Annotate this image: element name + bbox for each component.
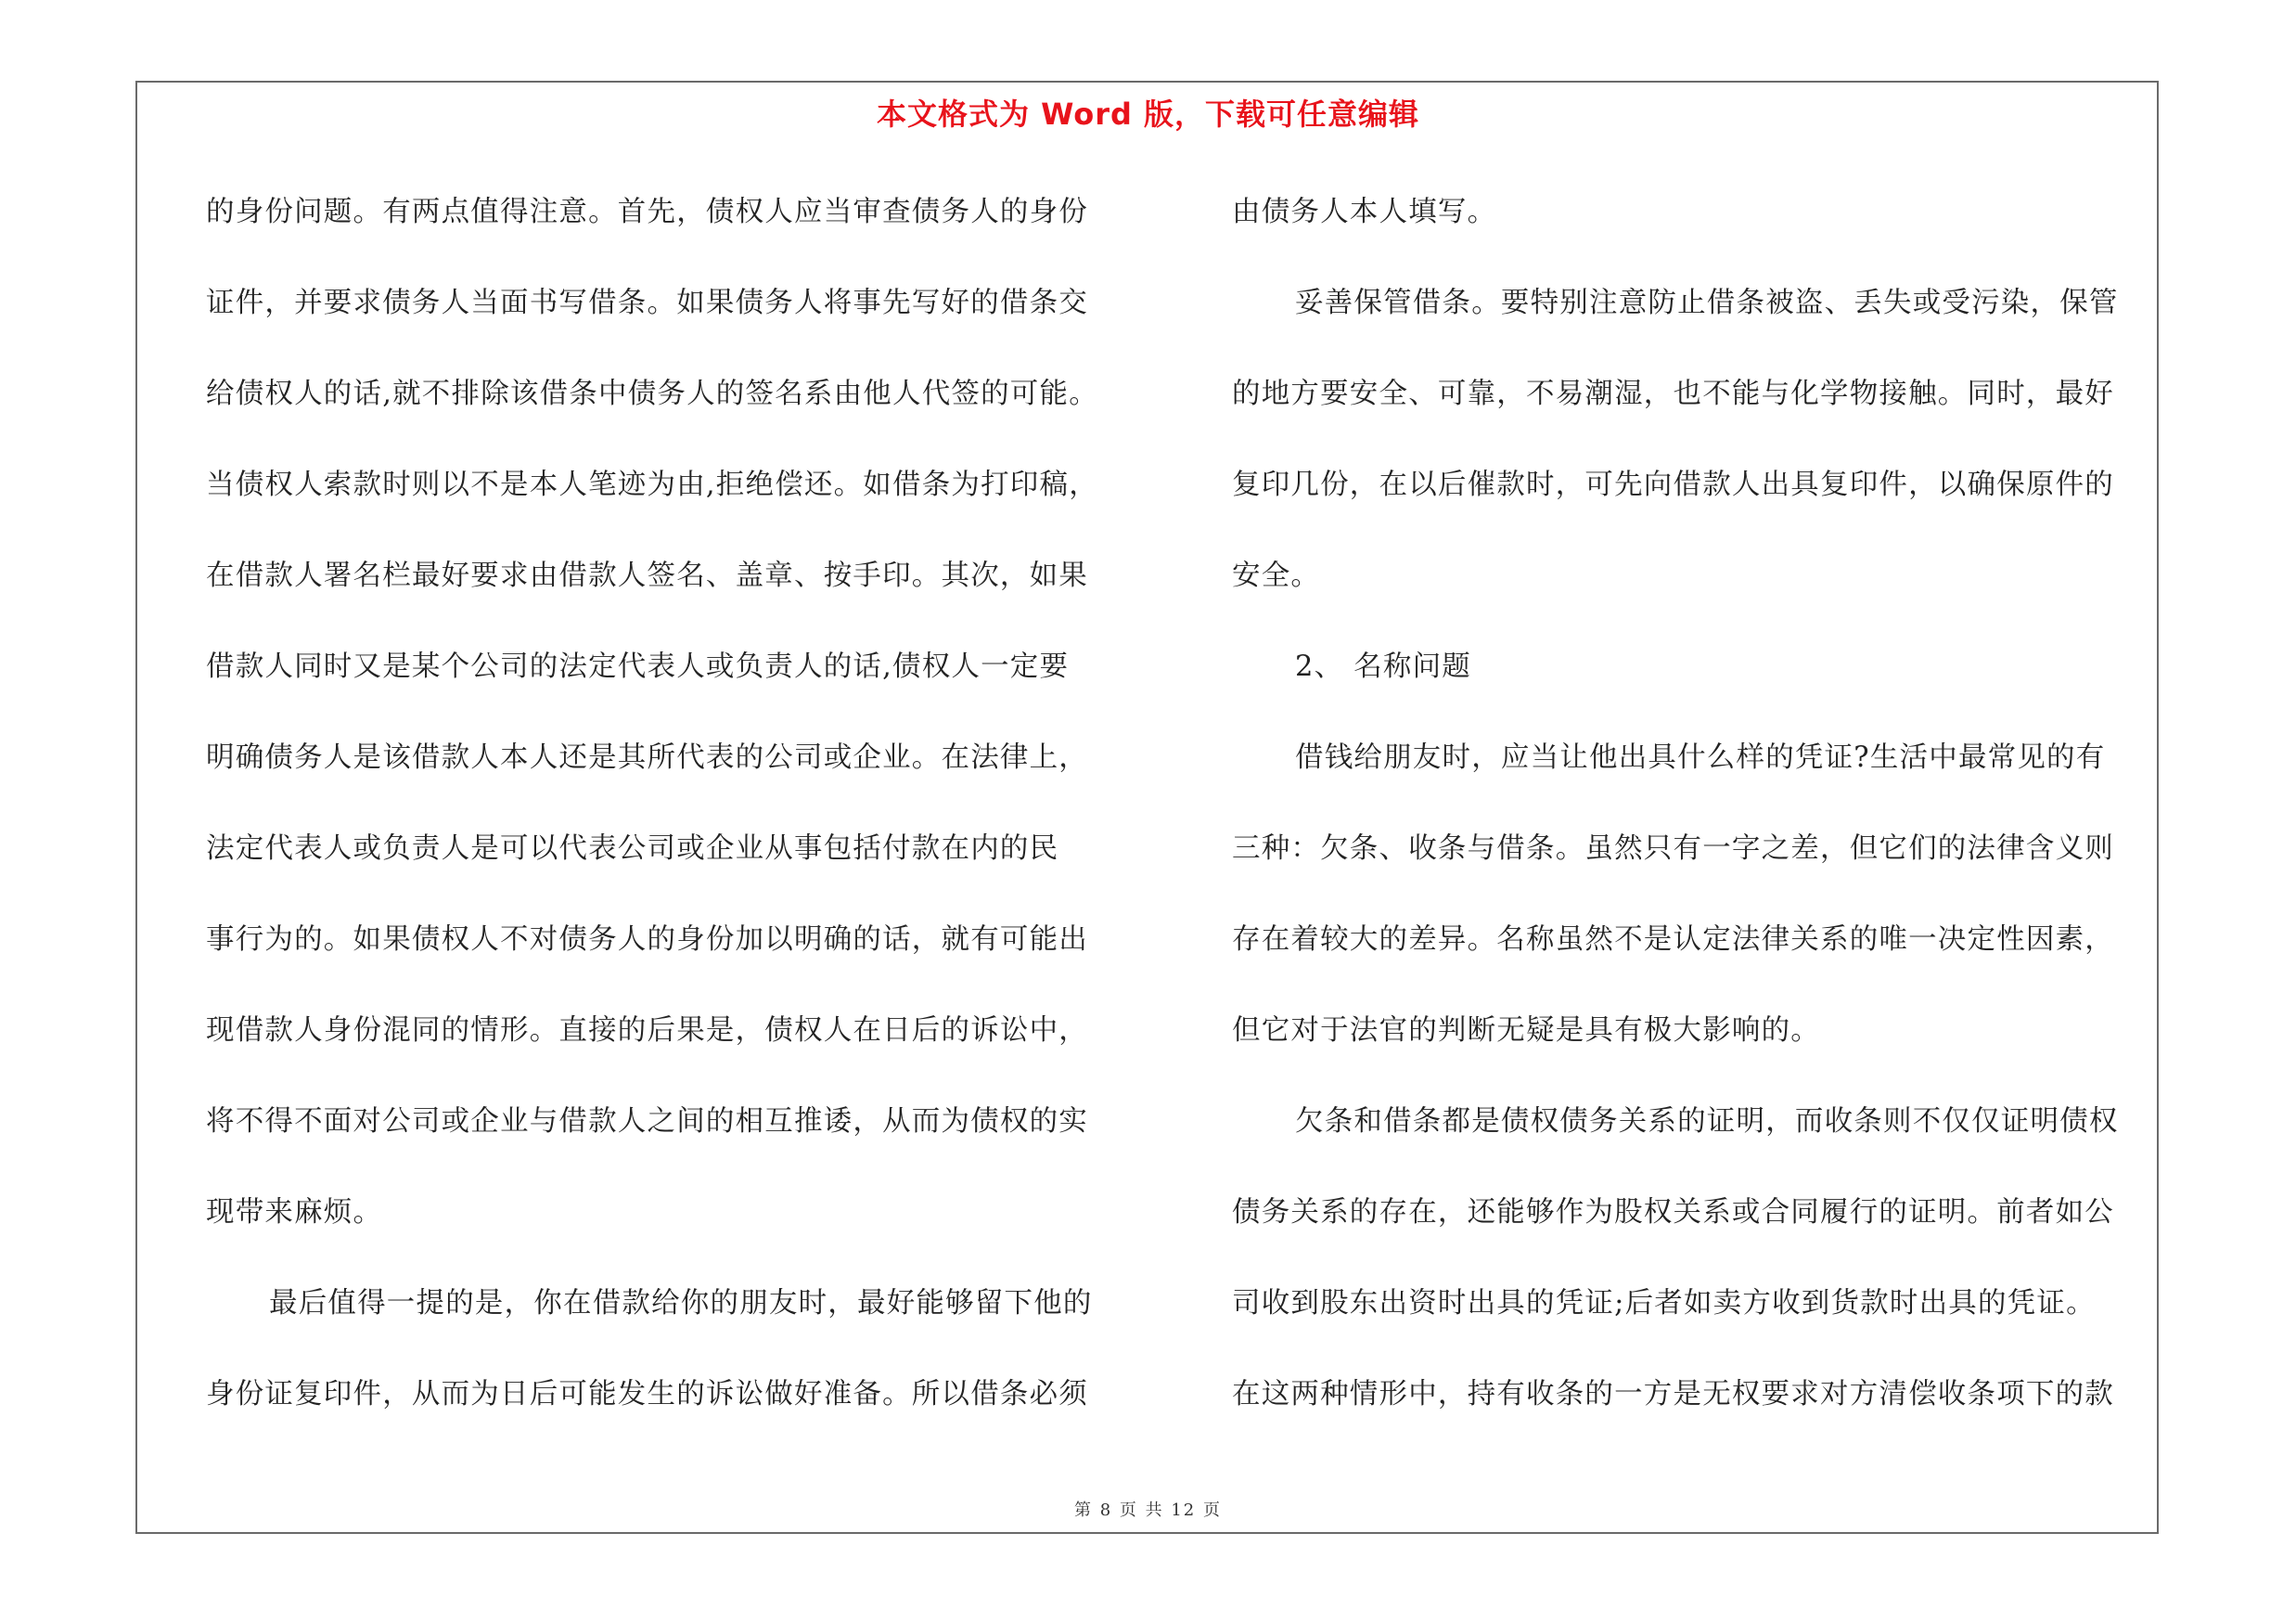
text-line: 三种：欠条、收条与借条。虽然只有一字之差，但它们的法律含义则 (1232, 832, 2114, 865)
text-line: 最后值得一提的是，你在借款给你的朋友时，最好能够留下他的 (269, 1287, 1093, 1320)
text-line: 存在着较大的差异。名称虽然不是认定法律关系的唯一决定性因素， (1232, 923, 2114, 956)
text-line: 明确债务人是该借款人本人还是其所代表的公司或企业。在法律上， (206, 741, 1088, 774)
right-column (1232, 185, 2160, 1458)
text-line: 身份证复印件，从而为日后可能发生的诉讼做好准备。所以借条必须 (206, 1378, 1088, 1410)
text-line: 司收到股东出资时出具的凭证;后者如卖方收到货款时出具的凭证。 (1232, 1287, 2096, 1320)
text-line: 由债务人本人填写。 (1232, 196, 1497, 228)
text-line: 债务关系的存在，还能够作为股权关系或合同履行的证明。前者如公 (1232, 1196, 2114, 1229)
text-line: 当债权人索款时则以不是本人笔迹为由,拒绝偿还。如借条为打印稿， (206, 469, 1098, 501)
text-line: 借款人同时又是某个公司的法定代表人或负责人的话,债权人一定要 (206, 650, 1070, 683)
format-banner: 本文格式为 Word 版，下载可任意编辑 (876, 97, 1420, 132)
text-line: 事行为的。如果债权人不对债务人的身份加以明确的话，就有可能出 (206, 923, 1088, 956)
text-line: 欠条和借条都是债权债务关系的证明，而收条则不仅仅证明债权 (1295, 1105, 2119, 1138)
text-line: 将不得不面对公司或企业与借款人之间的相互推诿，从而为债权的实 (206, 1105, 1088, 1138)
text-line: 法定代表人或负责人是可以代表公司或企业从事包括付款在内的民 (206, 832, 1059, 865)
text-line: 现带来麻烦。 (206, 1196, 383, 1229)
text-line: 在这两种情形中，持有收条的一方是无权要求对方清偿收条项下的款 (1232, 1378, 2114, 1410)
text-line: 的身份问题。有两点值得注意。首先，债权人应当审查债务人的身份 (206, 196, 1088, 228)
section-heading: 2、 名称问题 (1295, 650, 1471, 683)
text-line: 借钱给朋友时，应当让他出具什么样的凭证?生活中最常见的有 (1295, 741, 2106, 774)
text-line: 但它对于法官的判断无疑是具有极大影响的。 (1232, 1014, 1820, 1047)
text-line: 现借款人身份混同的情形。直接的后果是，债权人在日后的诉讼中， (206, 1014, 1088, 1047)
text-line: 复印几份，在以后催款时，可先向借款人出具复印件，以确保原件的 (1232, 469, 2114, 501)
text-line: 证件，并要求债务人当面书写借条。如果债务人将事先写好的借条交 (206, 287, 1088, 319)
text-line: 的地方要安全、可靠，不易潮湿，也不能与化学物接触。同时，最好 (1232, 378, 2114, 410)
text-line: 在借款人署名栏最好要求由借款人签名、盖章、按手印。其次，如果 (206, 560, 1088, 592)
left-column (206, 185, 1161, 1458)
text-line: 给债权人的话,就不排除该借条中债务人的签名系由他人代签的可能。 (206, 378, 1098, 410)
text-line: 妥善保管借条。要特别注意防止借条被盗、丢失或受污染，保管 (1295, 287, 2119, 319)
page-number: 第 8 页 共 12 页 (1074, 1501, 1222, 1520)
text-line: 安全。 (1232, 560, 1321, 592)
